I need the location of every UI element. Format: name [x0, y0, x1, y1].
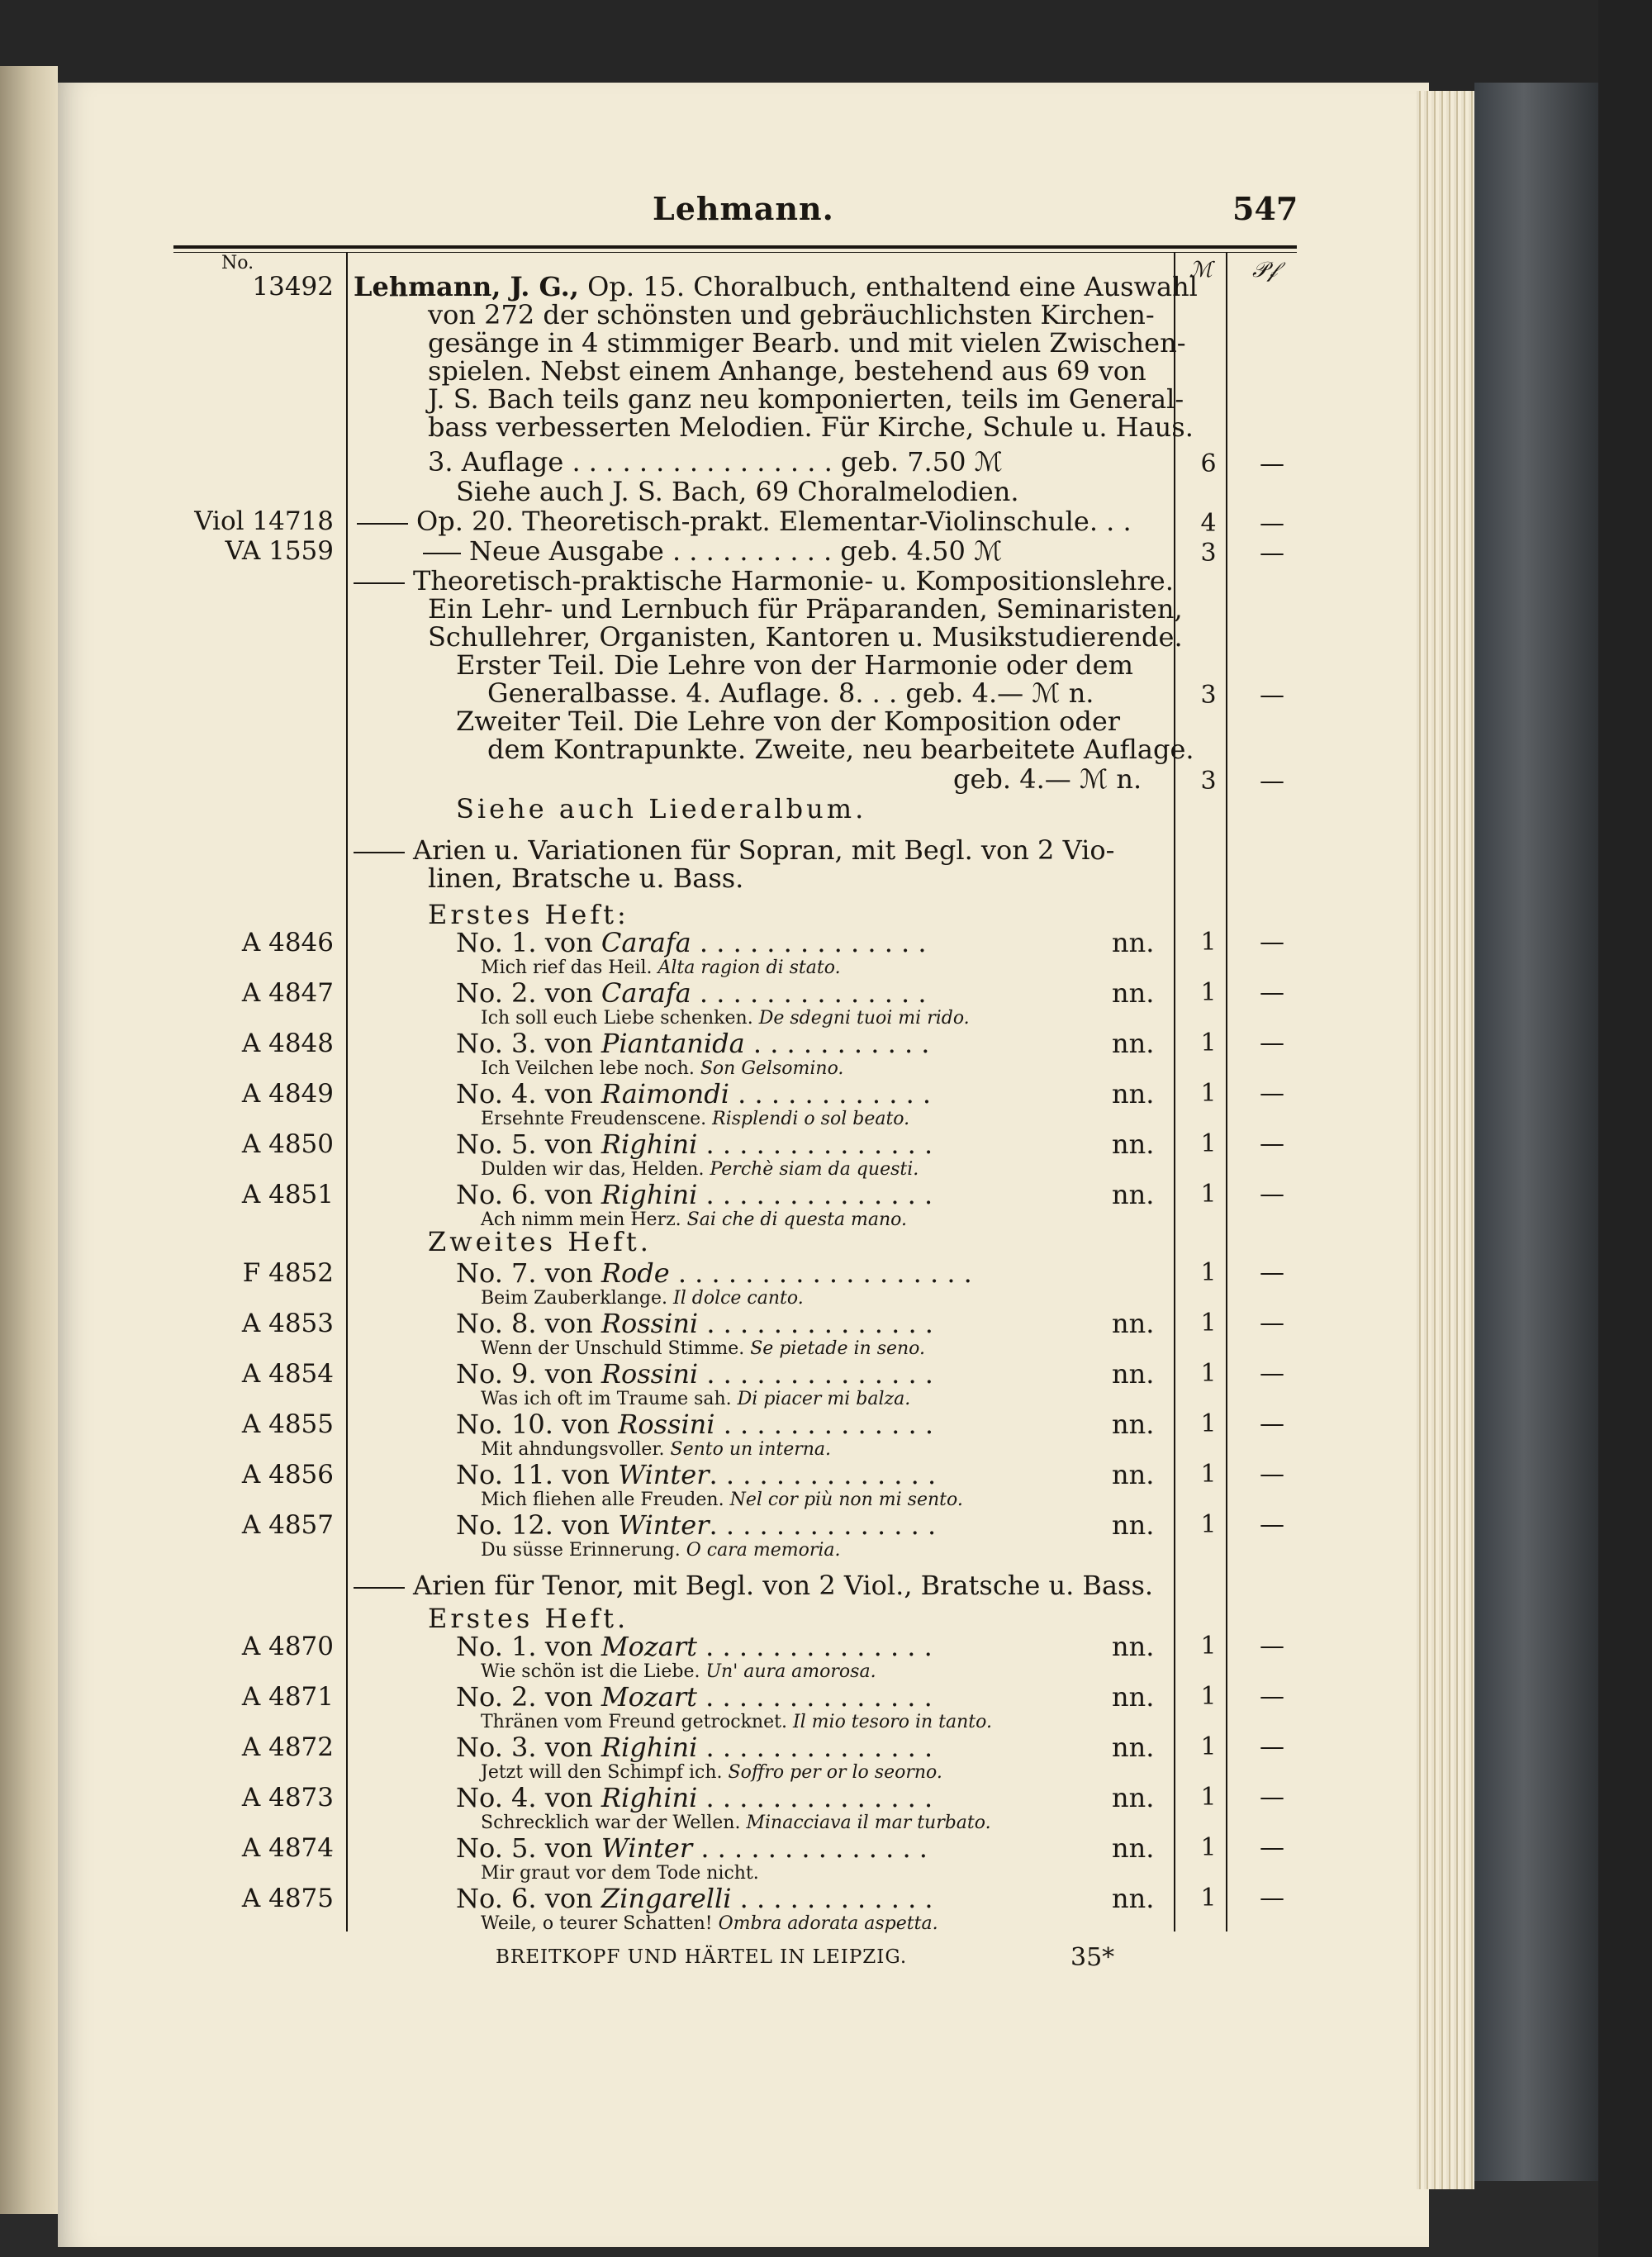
subtitle-german: Schrecklich war der Wellen. — [481, 1813, 747, 1833]
price-mark: 1 — [1200, 1682, 1217, 1711]
catalog-item — [0, 1733, 1652, 1761]
catalog-item — [0, 1181, 1652, 1209]
entry-line-text: Ein Lehr- und Lernbuch für Präparanden, Seminaristen, — [428, 593, 1183, 625]
entry-number: A 4872 — [241, 1732, 334, 1762]
price-mark: 3 — [1200, 539, 1217, 568]
item-subtitle — [481, 1763, 942, 1783]
item-number-label: No. 5. von — [456, 1832, 601, 1864]
number-column-label: No. — [221, 253, 254, 273]
entry-number: VA 1559 — [225, 536, 334, 566]
catalog-item — [0, 1259, 1652, 1287]
item-subtitle — [481, 1059, 843, 1079]
price-mark: 1 — [1200, 1309, 1217, 1338]
subtitle-german: Thränen vom Freund getrocknet. — [481, 1712, 793, 1732]
entry-line-text: Neue Ausgabe . . . . . . . . . . geb. 4.50 ℳ — [469, 535, 1003, 567]
entry-line-text: Schullehrer, Organisten, Kantoren u. Musikstudierende. — [428, 621, 1183, 653]
item-title — [456, 1309, 933, 1338]
leader-dots: . . . . . . . . . . . . . . — [709, 1459, 937, 1490]
entry-number: A 4847 — [241, 978, 334, 1008]
composer-name: Mozart — [601, 1681, 697, 1713]
item-number-label: No. 5. von — [456, 1128, 601, 1160]
subtitle-italian: Un' aura amorosa. — [705, 1661, 876, 1682]
item-number-label: No. 4. von — [456, 1078, 601, 1109]
price-pf: — — [1260, 1884, 1284, 1913]
item-number-label: No. 7. von — [456, 1257, 601, 1289]
entry-line-text: Arien für Tenor, mit Begl. von 2 Viol., Bratsche u. Bass. — [413, 1570, 1154, 1601]
price-pf: — — [1260, 978, 1284, 1007]
entry-13492 — [0, 273, 1652, 301]
catalog-item — [0, 1080, 1652, 1108]
price-pf: — — [1260, 1129, 1284, 1158]
subtitle-german: Ich soll euch Liebe schenken. — [481, 1008, 759, 1029]
entry-line — [357, 507, 1132, 535]
entry-number: F 4852 — [242, 1258, 334, 1288]
composer-name: Zingarelli — [601, 1883, 732, 1914]
item-subtitle — [481, 1009, 970, 1029]
net-price-label: nn. — [1112, 1128, 1155, 1160]
item-title — [456, 929, 927, 957]
entry-number: A 4870 — [241, 1632, 334, 1661]
item-number-label: No. 6. von — [456, 1179, 601, 1210]
catalog-item — [0, 1461, 1652, 1489]
net-price-label: nn. — [1112, 1832, 1155, 1864]
entry-line — [354, 567, 1174, 595]
subtitle-german: Was ich oft im Traume sah. — [481, 1389, 738, 1409]
subtitle-italian: Se pietade in seno. — [750, 1338, 926, 1359]
subtitle-italian: Il dolce canto. — [673, 1288, 804, 1309]
subtitle-german: Ich Veilchen lebe noch. — [481, 1058, 700, 1079]
subtitle-italian: Sento un interna. — [670, 1439, 832, 1460]
composer-name: Carafa — [601, 927, 691, 958]
net-price-label: nn. — [1112, 1078, 1155, 1109]
publisher-imprint: BREITKOPF UND HÄRTEL IN LEIPZIG. — [496, 1946, 908, 1968]
net-price-label: nn. — [1112, 1358, 1155, 1390]
subtitle-italian: Soffro per or lo seorno. — [728, 1762, 942, 1783]
see-also-text: Siehe auch J. S. Bach, 69 Choralmelodien. — [456, 476, 1019, 507]
net-price-label: nn. — [1112, 1782, 1155, 1813]
item-title — [456, 1683, 933, 1711]
item-subtitle — [481, 1490, 963, 1510]
price-pf: — — [1260, 1029, 1284, 1057]
price-pf: — — [1260, 1732, 1284, 1761]
subtitle-german: Wenn der Unschuld Stimme. — [481, 1338, 751, 1359]
subtitle-german: Ersehnte Freudenscene. — [481, 1109, 713, 1129]
author-name: Lehmann, J. G., — [354, 271, 579, 302]
item-title — [456, 1784, 933, 1812]
header-rule — [173, 245, 1297, 249]
item-number-label: No. 2. von — [456, 1681, 601, 1713]
item-subtitle — [481, 1390, 910, 1409]
price-pf: — — [1260, 449, 1284, 478]
entry-line-text: Erster Teil. Die Lehre von der Harmonie oder dem — [456, 649, 1133, 681]
entry-line — [423, 537, 1002, 565]
entry-line-text: von 272 der schönsten und gebräuchlichsten Kirchen- — [428, 299, 1155, 330]
subtitle-german: Mich rief das Heil. — [481, 957, 658, 978]
item-subtitle — [481, 958, 841, 978]
item-subtitle — [481, 1914, 938, 1934]
composer-name: Mozart — [601, 1631, 697, 1662]
subtitle-german: Mir graut vor dem Tode nicht. — [481, 1863, 759, 1884]
price-mark: 1 — [1200, 1510, 1217, 1539]
composer-name: Winter — [601, 1832, 693, 1864]
price-mark: 6 — [1200, 449, 1217, 478]
net-price-label: nn. — [1112, 1883, 1155, 1914]
composer-name: Righini — [601, 1732, 698, 1763]
leader-dots: . . . . . . . . . . . . . . — [692, 1832, 928, 1864]
subtitle-italian: Nel cor più non mi sento. — [729, 1490, 963, 1510]
entry-viol-14718 — [0, 507, 1652, 535]
price-pf: — — [1260, 767, 1284, 796]
subtitle-german: Du süsse Erinnerung. — [481, 1540, 686, 1561]
subtitle-german: Weile, o teurer Schatten! — [481, 1913, 719, 1934]
entry-line — [354, 1571, 1153, 1599]
heft-heading-text: Zweites Heft. — [428, 1226, 652, 1257]
price-pf: — — [1260, 1460, 1284, 1489]
subtitle-italian: Di piacer mi balza. — [737, 1389, 911, 1409]
entry-line — [354, 836, 1114, 864]
subtitle-italian: Risplendi o sol beato. — [712, 1109, 910, 1129]
entry-number: A 4849 — [241, 1079, 334, 1109]
item-subtitle — [481, 1541, 841, 1561]
price-mark: 1 — [1200, 1833, 1217, 1862]
item-number-label: No. 3. von — [456, 1028, 601, 1059]
entry-line-text: linen, Bratsche u. Bass. — [428, 862, 744, 894]
catalog-item — [0, 1784, 1652, 1812]
entry-number: A 4873 — [241, 1783, 334, 1813]
price-mark: 3 — [1200, 681, 1217, 710]
price-mark: 4 — [1200, 509, 1217, 538]
entry-number: A 4854 — [241, 1359, 334, 1389]
price-pf: — — [1260, 1682, 1284, 1711]
price-pf: — — [1260, 1079, 1284, 1108]
entry-va-1559 — [0, 537, 1652, 565]
heft-heading-text: Erstes Heft: — [428, 899, 629, 930]
item-number-label: No. 4. von — [456, 1782, 601, 1813]
price-mark: 1 — [1200, 1409, 1217, 1438]
item-title — [456, 1632, 933, 1661]
subtitle-italian: O cara memoria. — [686, 1540, 841, 1561]
composer-name: Raimondi — [601, 1078, 729, 1109]
entry-line-text: gesänge in 4 stimmiger Bearb. und mit vielen Zwischen- — [428, 327, 1186, 359]
composer-name: Winter — [618, 1459, 710, 1490]
price-mark: 1 — [1200, 1258, 1217, 1287]
price-pf: — — [1260, 1180, 1284, 1209]
subtitle-german: Mich fliehen alle Freuden. — [481, 1490, 730, 1510]
background-top — [0, 0, 1652, 91]
item-number-label: No. 11. von — [456, 1459, 619, 1490]
leader-dots: . . . . . . . . . . . . . . — [697, 1179, 933, 1210]
net-price-label: nn. — [1112, 927, 1155, 958]
entry-line-text: Theoretisch-praktische Harmonie- u. Kompositionslehre. — [413, 565, 1174, 596]
signature-mark: 35* — [1070, 1943, 1115, 1972]
item-number-label: No. 9. von — [456, 1358, 601, 1390]
leader-dots: . . . . . . . . . . . . . . — [691, 977, 927, 1009]
item-title — [456, 1181, 933, 1209]
composer-name: Rode — [601, 1257, 670, 1289]
entry-line-text: geb. 4.— ℳ n. — [953, 763, 1142, 795]
item-subtitle — [481, 1160, 919, 1180]
item-title — [456, 1130, 933, 1158]
entry-line-text: 3. Auflage . . . . . . . . . . . . . . . . geb. 7.50 ℳ — [428, 446, 1003, 478]
net-price-label: nn. — [1112, 1028, 1155, 1059]
entry-line-text: Op. 20. Theoretisch-prakt. Elementar-Violinschule. . . — [416, 506, 1132, 537]
price-pf: — — [1260, 539, 1284, 568]
leader-dots: . . . . . . . . . . . . . . — [697, 1782, 933, 1813]
price-mark: 1 — [1200, 1129, 1217, 1158]
catalog-item — [0, 1360, 1652, 1388]
background-right — [1598, 0, 1652, 2257]
catalog-item — [0, 1632, 1652, 1661]
leader-dots: . . . . . . . . . . . . — [729, 1078, 932, 1109]
entry-line: Op. 15. Choralbuch, enthaltend eine Auswahl — [587, 271, 1198, 302]
item-title — [456, 1029, 929, 1057]
subtitle-german: Dulden wir das, Helden. — [481, 1159, 710, 1180]
composer-name: Righini — [601, 1128, 698, 1160]
subtitle-german: Ach nimm mein Herz. — [481, 1209, 687, 1230]
heft-heading-text: Erstes Heft. — [428, 1603, 629, 1634]
item-subtitle — [481, 1864, 759, 1884]
price-mark: 1 — [1200, 1180, 1217, 1209]
entry-number: A 4853 — [241, 1309, 334, 1338]
composer-name: Righini — [601, 1782, 698, 1813]
page-number: 547 — [1232, 190, 1298, 227]
item-title — [456, 1259, 972, 1287]
item-subtitle — [481, 1339, 925, 1359]
catalog-item — [0, 929, 1652, 957]
subtitle-italian: Sai che di questa mano. — [686, 1209, 908, 1230]
see-also-text: Siehe auch Liederalbum. — [456, 793, 867, 824]
composer-name: Winter — [618, 1509, 710, 1541]
price-pf: — — [1260, 509, 1284, 538]
item-number-label: No. 12. von — [456, 1509, 619, 1541]
subtitle-italian: Alta ragion di stato. — [657, 957, 841, 978]
price-mark: 1 — [1200, 1029, 1217, 1057]
price-pf: — — [1260, 928, 1284, 957]
item-subtitle — [481, 1440, 831, 1460]
price-pf: — — [1260, 1783, 1284, 1812]
price-mark: 1 — [1200, 1783, 1217, 1812]
price-mark: 1 — [1200, 1884, 1217, 1913]
net-price-label: nn. — [1112, 1179, 1155, 1210]
entry-number: A 4874 — [241, 1833, 334, 1863]
subtitle-german: Mit ahndungsvoller. — [481, 1439, 671, 1460]
entry-line-text: spielen. Nebst einem Anhange, bestehend aus 69 von — [428, 355, 1146, 387]
catalog-item — [0, 1884, 1652, 1913]
item-title — [456, 979, 927, 1007]
composer-name: Rossini — [618, 1409, 715, 1440]
item-number-label: No. 1. von — [456, 1631, 601, 1662]
price-pf: — — [1260, 1833, 1284, 1862]
item-title — [456, 1461, 936, 1489]
price-mark: 3 — [1200, 767, 1217, 796]
net-price-label: nn. — [1112, 1509, 1155, 1541]
price-mark: 1 — [1200, 1632, 1217, 1661]
price-pf: — — [1260, 1359, 1284, 1388]
item-title — [456, 1733, 933, 1761]
leader-dots: . . . . . . . . . . . . . . — [697, 1631, 933, 1662]
price-mark: 1 — [1200, 1079, 1217, 1108]
entry-number: A 4848 — [241, 1029, 334, 1058]
entry-line-text: dem Kontrapunkte. Zweite, neu bearbeitete Auflage. — [487, 734, 1194, 765]
net-price-label: nn. — [1112, 1459, 1155, 1490]
subtitle-italian: Minacciava il mar turbato. — [746, 1813, 991, 1833]
item-title — [456, 1080, 931, 1108]
leader-dots: . . . . . . . . . . . . . . . . . . — [669, 1257, 972, 1289]
leader-dots: . . . . . . . . . . . . . . — [697, 1732, 933, 1763]
item-subtitle — [481, 1813, 991, 1833]
entry-line-text: J. S. Bach teils ganz neu komponierten, teils im General- — [428, 383, 1184, 415]
pf-column-label: 𝒫𝒻 — [1252, 258, 1278, 283]
item-title — [456, 1884, 933, 1913]
price-pf: — — [1260, 681, 1284, 710]
catalog-item — [0, 1029, 1652, 1057]
net-price-label: nn. — [1112, 1732, 1155, 1763]
entry-number: A 4846 — [241, 928, 334, 957]
entry-number: 13492 — [252, 272, 334, 302]
price-mark: 1 — [1200, 1460, 1217, 1489]
entry-number: A 4857 — [241, 1510, 334, 1540]
item-number-label: No. 6. von — [456, 1883, 601, 1914]
subtitle-italian: Perchè siam da questi. — [710, 1159, 919, 1180]
composer-name: Rossini — [601, 1308, 699, 1339]
price-pf: — — [1260, 1632, 1284, 1661]
price-mark: 1 — [1200, 978, 1217, 1007]
item-number-label: No. 10. von — [456, 1409, 619, 1440]
item-number-label: No. 8. von — [456, 1308, 601, 1339]
item-subtitle — [481, 1662, 876, 1682]
entry-number: Viol 14718 — [194, 506, 334, 536]
price-mark: 1 — [1200, 1732, 1217, 1761]
leader-dots: . . . . . . . . . . . . . . — [697, 1681, 933, 1713]
entry-number: A 4875 — [241, 1884, 334, 1913]
entry-line-text: Zweiter Teil. Die Lehre von der Komposition oder — [456, 706, 1121, 737]
leader-dots: . . . . . . . . . . . . . . — [709, 1509, 937, 1541]
catalog-item — [0, 1683, 1652, 1711]
leader-dots: . . . . . . . . . . . . — [731, 1883, 933, 1914]
entry-first-line — [354, 273, 1198, 301]
price-mark: 1 — [1200, 928, 1217, 957]
catalog-item — [0, 979, 1652, 1007]
entry-number: A 4871 — [241, 1682, 334, 1712]
price-pf: — — [1260, 1309, 1284, 1338]
composer-name: Righini — [601, 1179, 698, 1210]
item-subtitle — [481, 1109, 909, 1129]
entry-line-text: Generalbasse. 4. Auflage. 8. . . geb. 4.— ℳ n. — [487, 677, 1094, 709]
item-title — [456, 1511, 936, 1539]
catalog-item — [0, 1410, 1652, 1438]
net-price-label: nn. — [1112, 977, 1155, 1009]
subtitle-german: Jetzt will den Schimpf ich. — [481, 1762, 729, 1783]
entry-line-text: Arien u. Variationen für Sopran, mit Begl. von 2 Vio- — [413, 834, 1115, 866]
leader-dots: . . . . . . . . . . . — [744, 1028, 930, 1059]
item-subtitle — [481, 1713, 992, 1732]
leader-dots: . . . . . . . . . . . . . . — [697, 1128, 933, 1160]
leader-dots: . . . . . . . . . . . . . . — [698, 1358, 933, 1390]
item-title — [456, 1360, 933, 1388]
price-mark: 1 — [1200, 1359, 1217, 1388]
catalog-item — [0, 1511, 1652, 1539]
item-number-label: No. 3. von — [456, 1732, 601, 1763]
entry-number: A 4856 — [241, 1460, 334, 1490]
subtitle-italian: Il mio tesoro in tanto. — [792, 1712, 992, 1732]
price-pf: — — [1260, 1258, 1284, 1287]
composer-name: Piantanida — [601, 1028, 745, 1059]
entry-number: A 4850 — [241, 1129, 334, 1159]
price-pf: — — [1260, 1409, 1284, 1438]
catalog-item — [0, 1130, 1652, 1158]
item-subtitle — [481, 1289, 804, 1309]
composer-name: Carafa — [601, 977, 691, 1009]
item-title — [456, 1834, 928, 1862]
subtitle-italian: Son Gelsomino. — [700, 1058, 844, 1079]
subtitle-german: Wie schön ist die Liebe. — [481, 1661, 706, 1682]
entry-number: A 4851 — [241, 1180, 334, 1209]
price-pf: — — [1260, 1510, 1284, 1539]
running-head-title: Lehmann. — [653, 190, 834, 227]
catalog-item — [0, 1834, 1652, 1862]
leader-dots: . . . . . . . . . . . . . . — [698, 1308, 933, 1339]
leader-dots: . . . . . . . . . . . . . . — [691, 927, 927, 958]
mark-column-label: ℳ — [1189, 258, 1213, 283]
item-title — [456, 1410, 933, 1438]
net-price-label: nn. — [1112, 1409, 1155, 1440]
entry-line-text: bass verbesserten Melodien. Für Kirche, Schule u. Haus. — [428, 411, 1194, 443]
subtitle-german: Beim Zauberklange. — [481, 1288, 674, 1309]
net-price-label: nn. — [1112, 1681, 1155, 1713]
entry-number: A 4855 — [241, 1409, 334, 1439]
net-price-label: nn. — [1112, 1308, 1155, 1339]
header-rule-thin — [173, 252, 1297, 253]
subtitle-italian: De sdegni tuoi mi rido. — [758, 1008, 970, 1029]
net-price-label: nn. — [1112, 1631, 1155, 1662]
catalog-item — [0, 1309, 1652, 1338]
item-number-label: No. 2. von — [456, 977, 601, 1009]
subtitle-italian: Ombra adorata aspetta. — [718, 1913, 938, 1934]
item-number-label: No. 1. von — [456, 927, 601, 958]
composer-name: Rossini — [601, 1358, 699, 1390]
leader-dots: . . . . . . . . . . . . . — [714, 1409, 933, 1440]
